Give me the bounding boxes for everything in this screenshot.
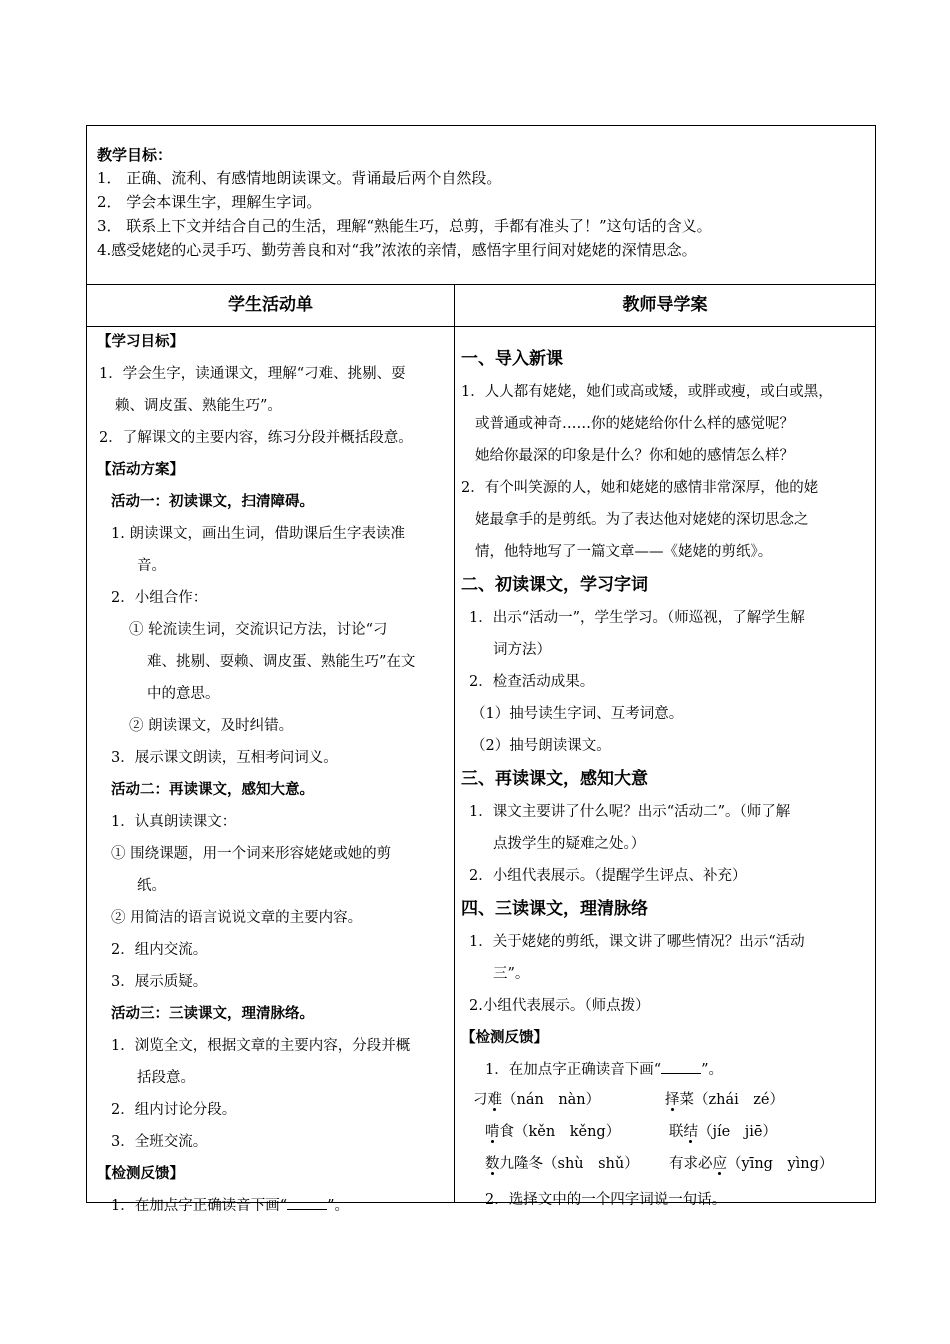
pinyin-word: 啃食（kěn kěng） bbox=[485, 1124, 621, 1140]
feedback-item bbox=[461, 1054, 871, 1086]
column-header-row bbox=[87, 285, 875, 327]
objective-item: 3． 联系上下文并结合自己的生活，理解“熟能生巧，总剪，手都有准头了！”这句话的含义。 bbox=[97, 217, 712, 235]
section-3-item-cont: 点拨学生的疑难之处。） bbox=[493, 836, 646, 852]
section-2-subitem: （1）抽号读生字词、互考词意。 bbox=[471, 706, 684, 722]
activity-1-substep: ① 轮流读生词，交流识记方法，讨论“刁 bbox=[129, 622, 388, 638]
section-3-item: 2．小组代表展示。（提醒学生评点、补充） bbox=[469, 868, 747, 884]
feedback-text-end: ”。 bbox=[701, 1062, 724, 1078]
section-1-title: 一、导入新课 bbox=[461, 349, 563, 369]
column-divider bbox=[454, 285, 455, 1202]
student-activity-column bbox=[97, 328, 449, 1214]
feedback-title: 【检测反馈】 bbox=[97, 1166, 184, 1182]
activity-3-step: 2．组内讨论分段。 bbox=[111, 1102, 237, 1118]
section-4-title: 四、三读课文，理清脉络 bbox=[461, 899, 648, 919]
section-4-item-cont: 三”。 bbox=[493, 966, 530, 982]
activity-3-step: 1．浏览全文，根据文章的主要内容，分段并概 bbox=[111, 1038, 411, 1054]
feedback-text: 1．在加点字正确读音下画“ bbox=[485, 1062, 662, 1078]
goal-title: 【学习目标】 bbox=[97, 334, 184, 350]
objectives-section bbox=[87, 126, 875, 285]
activity-1-title: 活动一：初读课文，扫清障碍。 bbox=[111, 494, 314, 510]
pinyin-word: 刁难（nán nàn） bbox=[473, 1092, 601, 1108]
pinyin-word: 有求必应（yīng yìng） bbox=[669, 1156, 834, 1172]
section-2-item-cont: 词方法） bbox=[493, 642, 551, 658]
section-3-title: 三、再读课文，感知大意 bbox=[461, 769, 648, 789]
activity-1-step: 2．小组合作： bbox=[111, 590, 208, 606]
objective-item: 1． 正确、流利、有感情地朗读课文。背诵最后两个自然段。 bbox=[97, 169, 502, 187]
objective-item: 4.感受姥姥的心灵手巧、勤劳善良和对“我”浓浓的亲情，感悟字里行间对姥姥的深情思念。 bbox=[97, 241, 697, 259]
activity-1-substep: ② 朗读课文，及时纠错。 bbox=[129, 718, 294, 734]
activity-3-step: 3．全班交流。 bbox=[111, 1134, 208, 1150]
section-1-item-cont: 她给你最深的印象是什么？你和她的感情怎么样？ bbox=[475, 448, 794, 464]
activity-2-substep: ① 围绕课题，用一个词来形容姥姥或她的剪 bbox=[111, 846, 392, 862]
underline-blank bbox=[661, 1061, 701, 1074]
section-3-item: 1．课文主要讲了什么呢？出示“活动二”。（师了解 bbox=[469, 804, 791, 820]
section-4-item: 1．关于姥姥的剪纸，课文讲了哪些情况？出示“活动 bbox=[469, 934, 805, 950]
pinyin-exercise bbox=[461, 1086, 871, 1184]
activity-3-step-cont: 括段意。 bbox=[137, 1070, 195, 1086]
section-2-item: 2．检查活动成果。 bbox=[469, 674, 595, 690]
activity-1-substep-cont: 难、挑剔、耍赖、调皮蛋、熟能生巧”在文 bbox=[147, 654, 416, 670]
activity-2-substep-cont: 纸。 bbox=[137, 878, 166, 894]
objective-item: 2． 学会本课生字，理解生字词。 bbox=[97, 193, 322, 211]
activity-1-step: 1. 朗读课文，画出生词，借助课后生字表读准 bbox=[111, 526, 405, 542]
feedback-text: 1．在加点字正确读音下画“ bbox=[111, 1198, 288, 1214]
section-1-item-cont: 情，他特地写了一篇文章——《姥姥的剪纸》。 bbox=[475, 544, 773, 560]
activity-1-substep-cont: 中的意思。 bbox=[147, 686, 220, 702]
feedback-item bbox=[97, 1190, 449, 1222]
activity-2-step: 2．组内交流。 bbox=[111, 942, 208, 958]
activity-3-title: 活动三：三读课文，理清脉络。 bbox=[111, 1006, 314, 1022]
section-2-title: 二、初读课文，学习字词 bbox=[461, 575, 648, 595]
goal-item: 2．了解课文的主要内容，练习分段并概括段意。 bbox=[99, 430, 413, 446]
pinyin-word: 联结（jíe jiē） bbox=[669, 1124, 777, 1140]
feedback-title: 【检测反馈】 bbox=[461, 1030, 548, 1046]
goal-item-cont: 赖、调皮蛋、熟能生巧”。 bbox=[115, 398, 282, 414]
section-1-item-cont: 或普通或神奇……你的姥姥给你什么样的感觉呢？ bbox=[475, 416, 794, 432]
activity-1-step-cont: 音。 bbox=[137, 558, 166, 574]
section-1-item: 1．人人都有姥姥，她们或高或矮，或胖或瘦，或白或黑， bbox=[461, 384, 833, 400]
objectives-title: 教学目标： bbox=[97, 146, 173, 164]
lesson-plan-table bbox=[86, 125, 876, 1214]
pinyin-word: 择菜（zhái zé） bbox=[665, 1092, 784, 1108]
goal-item: 1．学会生字，读通课文，理解“刁难、挑剔、耍 bbox=[99, 366, 406, 382]
activity-2-title: 活动二：再读课文，感知大意。 bbox=[111, 782, 314, 798]
section-2-subitem: （2）抽号朗读课文。 bbox=[471, 738, 611, 754]
section-1-item-cont: 姥最拿手的是剪纸。为了表达他对姥姥的深切思念之 bbox=[475, 512, 809, 528]
section-2-item: 1．出示“活动一”，学生学习。（师巡视，了解学生解 bbox=[469, 610, 805, 626]
activity-2-step: 3．展示质疑。 bbox=[111, 974, 208, 990]
section-1-item: 2．有个叫笑源的人，她和姥姥的感情非常深厚，他的姥 bbox=[461, 480, 819, 496]
feedback-text-end: ”。 bbox=[327, 1198, 350, 1214]
section-4-item: 2.小组代表展示。（师点拨） bbox=[469, 998, 650, 1014]
teacher-guide-header: 教师导学案 bbox=[622, 295, 708, 315]
teacher-guide-column bbox=[461, 328, 871, 1208]
activity-1-step: 3．展示课文朗读，互相考问词义。 bbox=[111, 750, 338, 766]
plan-title: 【活动方案】 bbox=[97, 462, 184, 478]
feedback-item: 2．选择文中的一个四字词说一句话。 bbox=[485, 1192, 727, 1208]
pinyin-word: 数九隆冬（shù shǔ） bbox=[485, 1156, 639, 1172]
activity-2-substep: ② 用简洁的语言说说文章的主要内容。 bbox=[111, 910, 363, 926]
activity-2-step: 1．认真朗读课文： bbox=[111, 814, 237, 830]
student-activity-header: 学生活动单 bbox=[228, 295, 313, 315]
underline-blank bbox=[287, 1197, 327, 1210]
